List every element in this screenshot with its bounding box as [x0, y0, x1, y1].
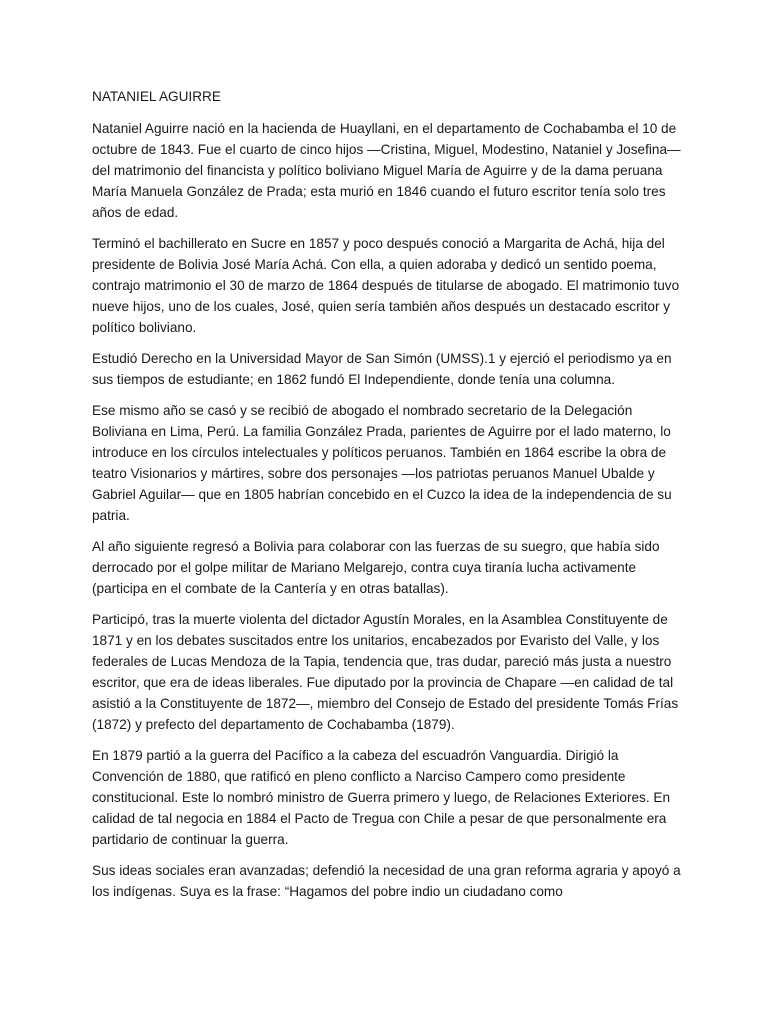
paragraph: Estudió Derecho en la Universidad Mayor de San Simón (UMSS).1 y ejerció el periodismo ya en sus tiempos de estudiante; en 1862 fundó El Independiente, donde tenía una columna. — [92, 351, 672, 387]
paragraph: Nataniel Aguirre nació en la hacienda de Huayllani, en el departamento de Cochabamba el 10 de octubre de 1843. Fue el cuarto de cinco hijos —Cristina, Miguel, Modestino, Nataniel y Josefina— del matrimonio del financista y político boliviano Miguel María de Aguirre y de la dama peruana María Manuela González de Prada; esta murió en 1846 cuando el futuro escritor tenía solo tres años de edad. — [92, 121, 681, 220]
paragraph: Participó, tras la muerte violenta del dictador Agustín Morales, en la Asamblea Constituyente de 1871 y en los debates suscitados entre los unitarios, encabezados por Evaristo del Valle, y los federales de Lucas Mendoza de la Tapia, tendencia que, tras dudar, pareció más justa a nuestro escritor, que era de ideas liberales. Fue diputado por la provincia de Chapare —en calidad de tal asistió a la Constituyente de 1872—, miembro del Consejo de Estado del presidente Tomás Frías (1872) y prefecto del departamento de Cochabamba (1879). — [92, 612, 679, 732]
paragraph: Al año siguiente regresó a Bolivia para colaborar con las fuerzas de su suegro, que había sido derrocado por el golpe militar de Mariano Melgarejo, contra cuya tiranía lucha activamente (participa en el combate de la Cantería y en otras batallas). — [92, 539, 660, 596]
document-title: NATANIEL AGUIRRE — [92, 89, 221, 104]
paragraph: Terminó el bachillerato en Sucre en 1857 y poco después conoció a Margarita de Achá, hija del presidente de Bolivia José María Achá. Con ella, a quien adoraba y dedicó un sentido poema, contrajo matrimonio el 30 de marzo de 1864 después de titularse de abogado. El matrimonio tuvo nueve hijos, uno de los cuales, José, quien sería también años después un destacado escritor y político boliviano. — [92, 236, 680, 335]
document-page — [92, 86, 682, 912]
paragraph: Sus ideas sociales eran avanzadas; defendió la necesidad de una gran reforma agraria y apoyó a los indígenas. Suya es la frase: “Hagamos del pobre indio un ciudadano como — [92, 863, 681, 899]
paragraph: Ese mismo año se casó y se recibió de abogado el nombrado secretario de la Delegación Boliviana en Lima, Perú. La familia González Prada, parientes de Aguirre por el lado materno, lo introduce en los círculos intelectuales y políticos peruanos. También en 1864 escribe la obra de teatro Visionarios y mártires, sobre dos personajes —los patriotas peruanos Manuel Ubalde y Gabriel Aguilar— que en 1805 habrían concebido en el Cuzco la idea de la independencia de su patria. — [92, 403, 672, 523]
paragraph: En 1879 partió a la guerra del Pacífico a la cabeza del escuadrón Vanguardia. Dirigió la Convención de 1880, que ratificó en pleno conflicto a Narciso Campero como presidente constitucional. Este lo nombró ministro de Guerra primero y luego, de Relaciones Exteriores. En calidad de tal negocia en 1884 el Pacto de Tregua con Chile a pesar de que personalmente era partidario de continuar la guerra. — [92, 748, 671, 847]
